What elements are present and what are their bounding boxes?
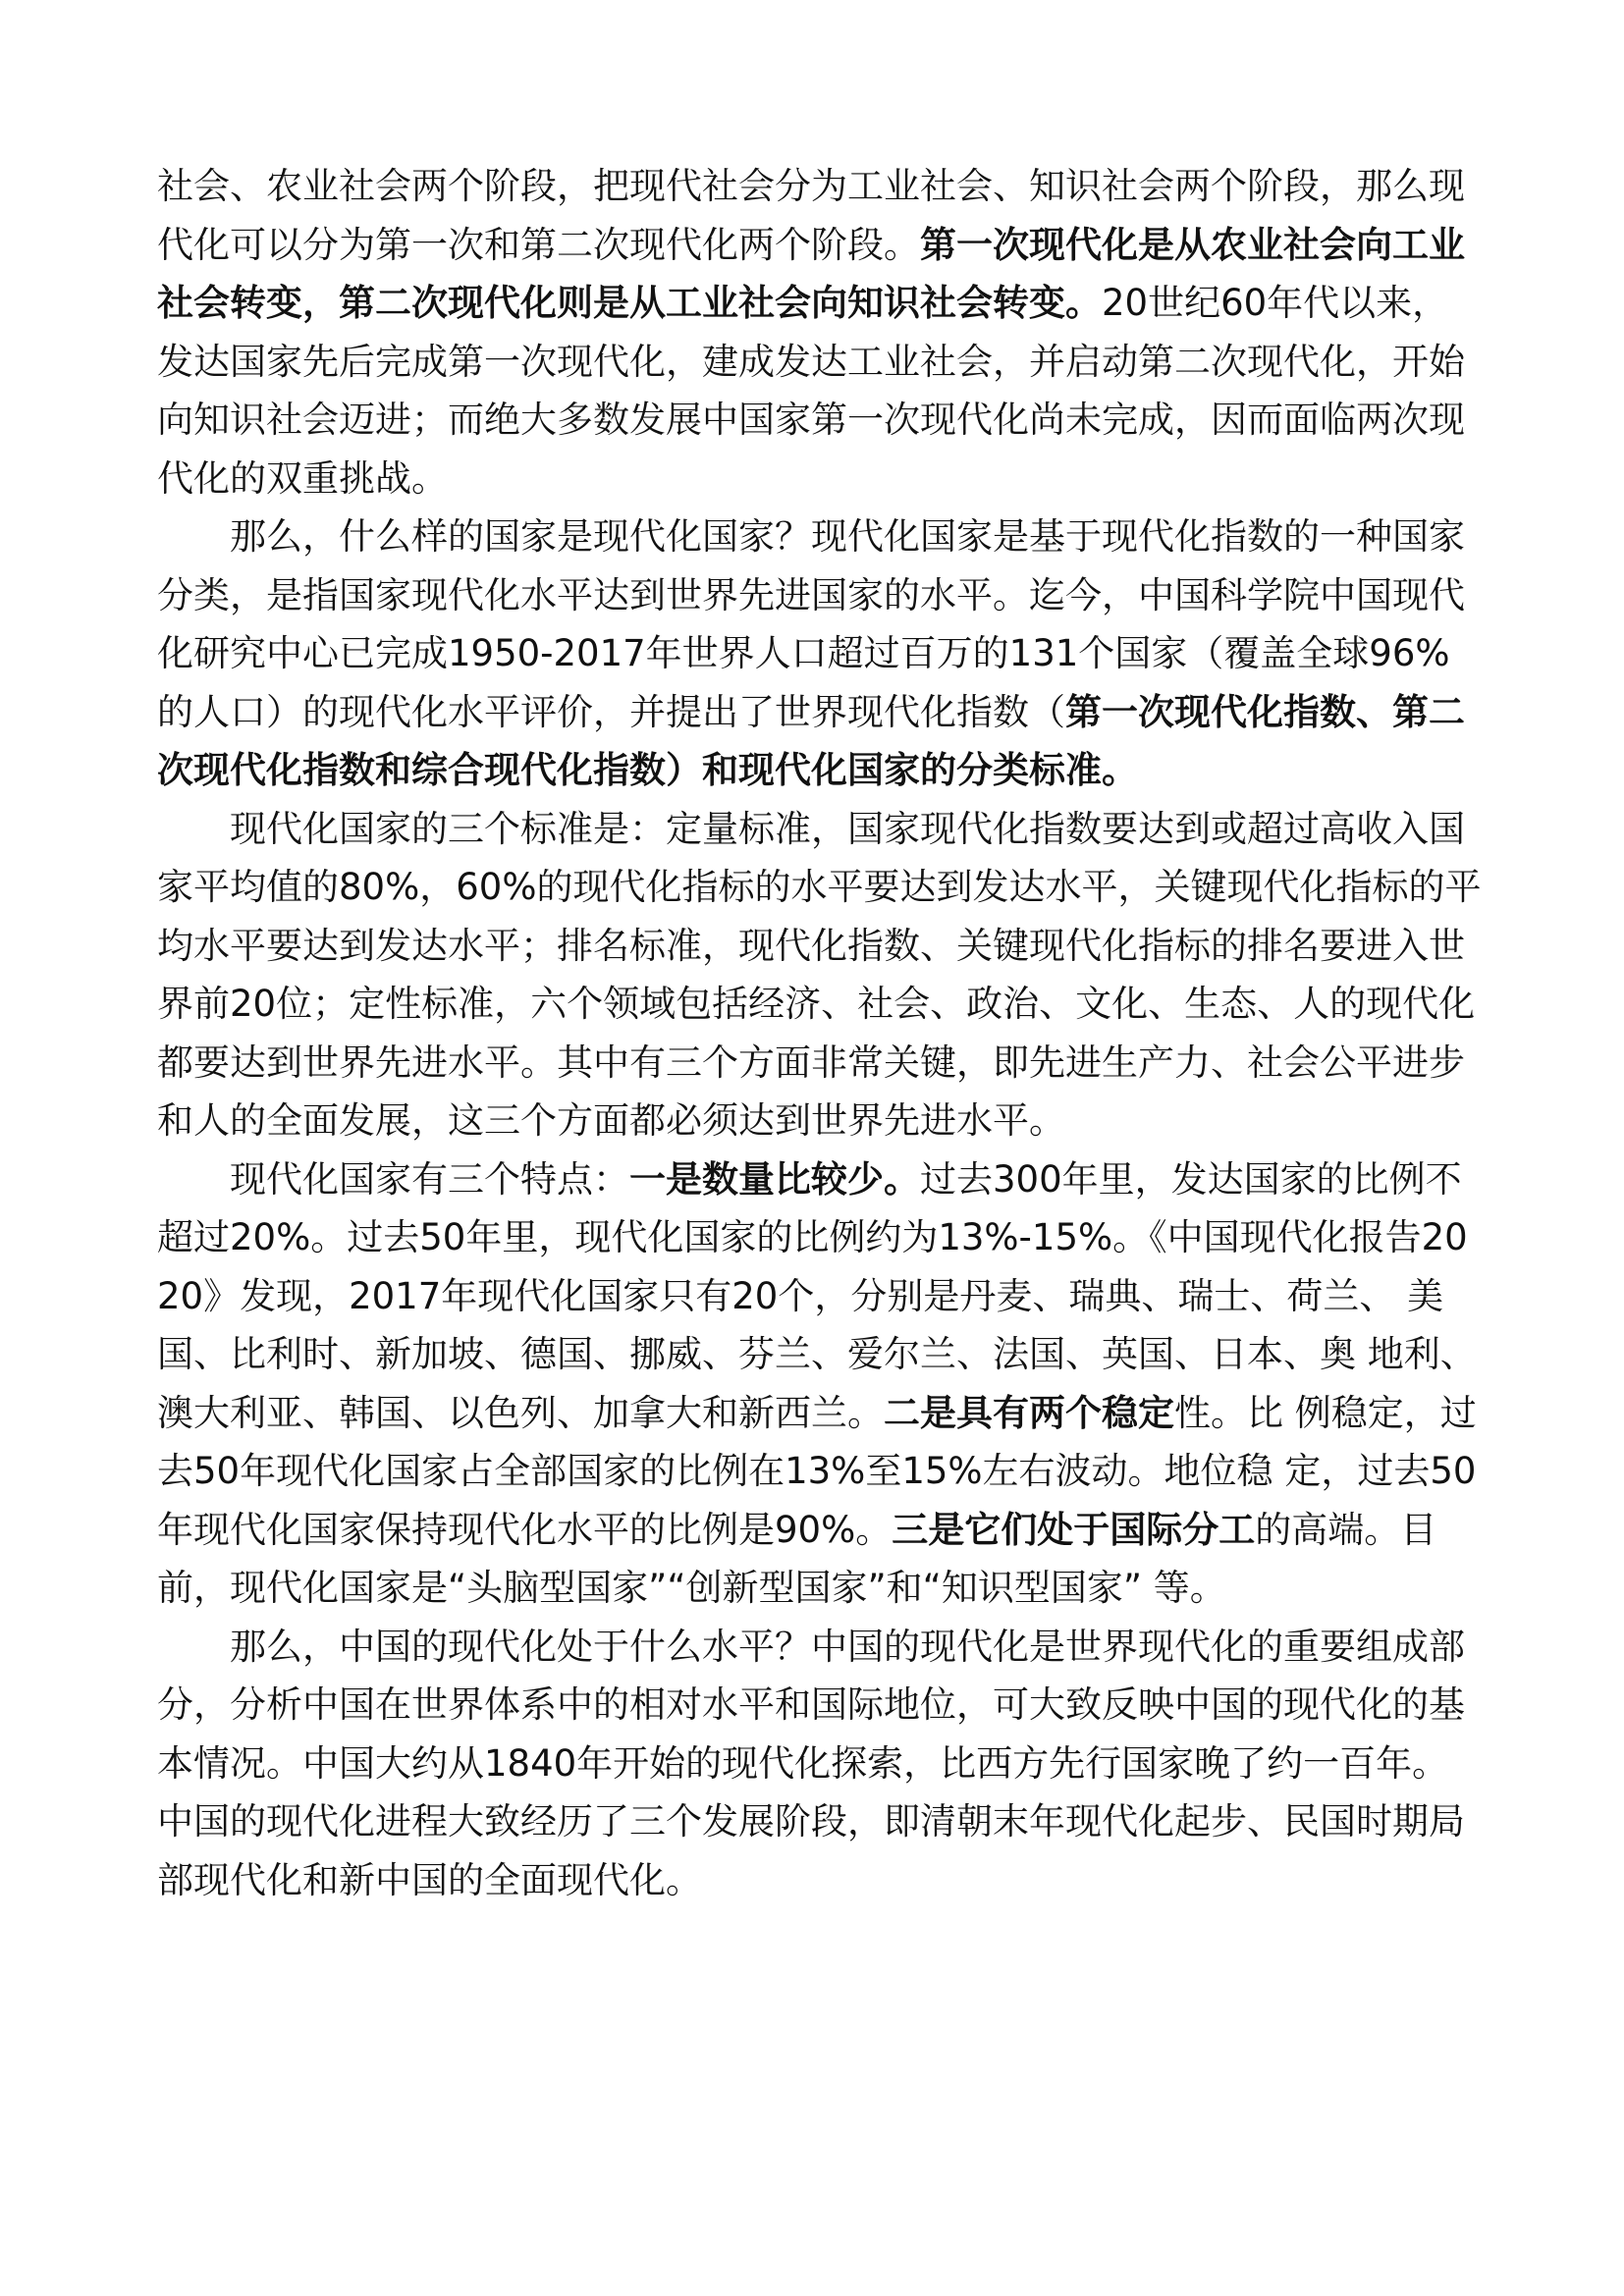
paragraph-1-run-2-bold: 第一次现代化是从农业社会向工业社会转变，第二次现代化则是从工业社会向知识社会转变。 [157,223,1465,324]
paragraph-2-run-1: 那么，什么样的国家是现代化国家？现代化国家是基于现代化指数的一种国家分类，是指国家现代化水平达到世界先进国家的水平。迄今，中国科学院中国现代化研究中心已完成1950-2017年世界人口超过百万的131个国家（覆盖全球96%的人口）的现代化水平评价，并提出了世界现代化指数（ [157,515,1465,733]
paragraph-2 [157,507,1485,800]
paragraph-2-run-2-bold: 第一次现代化指数、第二次现代化指数和综合现代化指数）和现代化国家的分类标准。 [157,690,1465,791]
paragraph-1 [157,157,1485,507]
paragraph-4 [157,1150,1485,1618]
document-page [157,157,1485,1909]
paragraph-1-run-1: 社会、农业社会两个阶段，把现代社会分为工业社会、知识社会两个阶段，那么现代化可以分为第一次和第二次现代化两个阶段。 [157,165,1465,266]
paragraph-4-run-5: 性。比 例稳定，过去50年现代化国家占全部国家的比例在13%至15%左右波动。地位稳 定，过去50年现代化国家保持现代化水平的比例是90%。 [157,1391,1477,1551]
paragraph-4-run-6-bold: 三是它们处于国际分工 [892,1508,1256,1551]
paragraph-3-run-1: 现代化国家的三个标准是：定量标准，国家现代化指数要达到或超过高收入国家平均值的80%，60%的现代化指标的水平要达到发达水平，关键现代化指标的平均水平要达到发达水平；排名标准，现代化指数、关键现代化指标的排名要进入世界前20位；定性标准，六个领域包括经济、社会、政治、文化、生态、人的现代化都要达到世界先进水平。其中有三个方面非常关键，即先进生产力、社会公平进步和人的全面发展，这三个方面都必须达到世界先进水平。 [157,807,1482,1142]
paragraph-4-run-2-bold: 一是数量比较少。 [629,1157,920,1201]
paragraph-4-run-3: 过去300年里，发达国家的比例不超过20%。过去50年里，现代化国家的比例约为13%-15%。《中国现代化报告2020》发现，2017年现代化国家只有20个，分别是丹麦、瑞典、瑞士、荷兰、 美国、比利时、新加坡、德国、挪威、芬兰、爱尔兰、法国、英国、日本、奥 地利、澳大利亚、韩国、以色列、加拿大和新西兰。 [157,1157,1477,1434]
paragraph-3 [157,800,1485,1150]
paragraph-4-run-7: 的高端。目前，现代化国家是“头脑型国家”“创新型国家”和“知识型国家” 等。 [157,1508,1437,1609]
paragraph-5-run-1: 那么，中国的现代化处于什么水平？中国的现代化是世界现代化的重要组成部分，分析中国在世界体系中的相对水平和国际地位，可大致反映中国的现代化的基本情况。中国大约从1840年开始的现代化探索，比西方先行国家晚了约一百年。中国的现代化进程大致经历了三个发展阶段，即清朝末年现代化起步、民国时期局部现代化和新中国的全面现代化。 [157,1625,1465,1901]
paragraph-4-run-1: 现代化国家有三个特点： [230,1157,629,1201]
paragraph-5 [157,1618,1485,1910]
paragraph-1-run-3: 20世纪60年代以来，发达国家先后完成第一次现代化，建成发达工业社会，并启动第二次现代化，开始向知识社会迈进；而绝大多数发展中国家第一次现代化尚未完成，因而面临两次现代化的双重挑战。 [157,282,1465,500]
paragraph-4-run-4-bold: 二是具有两个稳定 [884,1391,1174,1434]
